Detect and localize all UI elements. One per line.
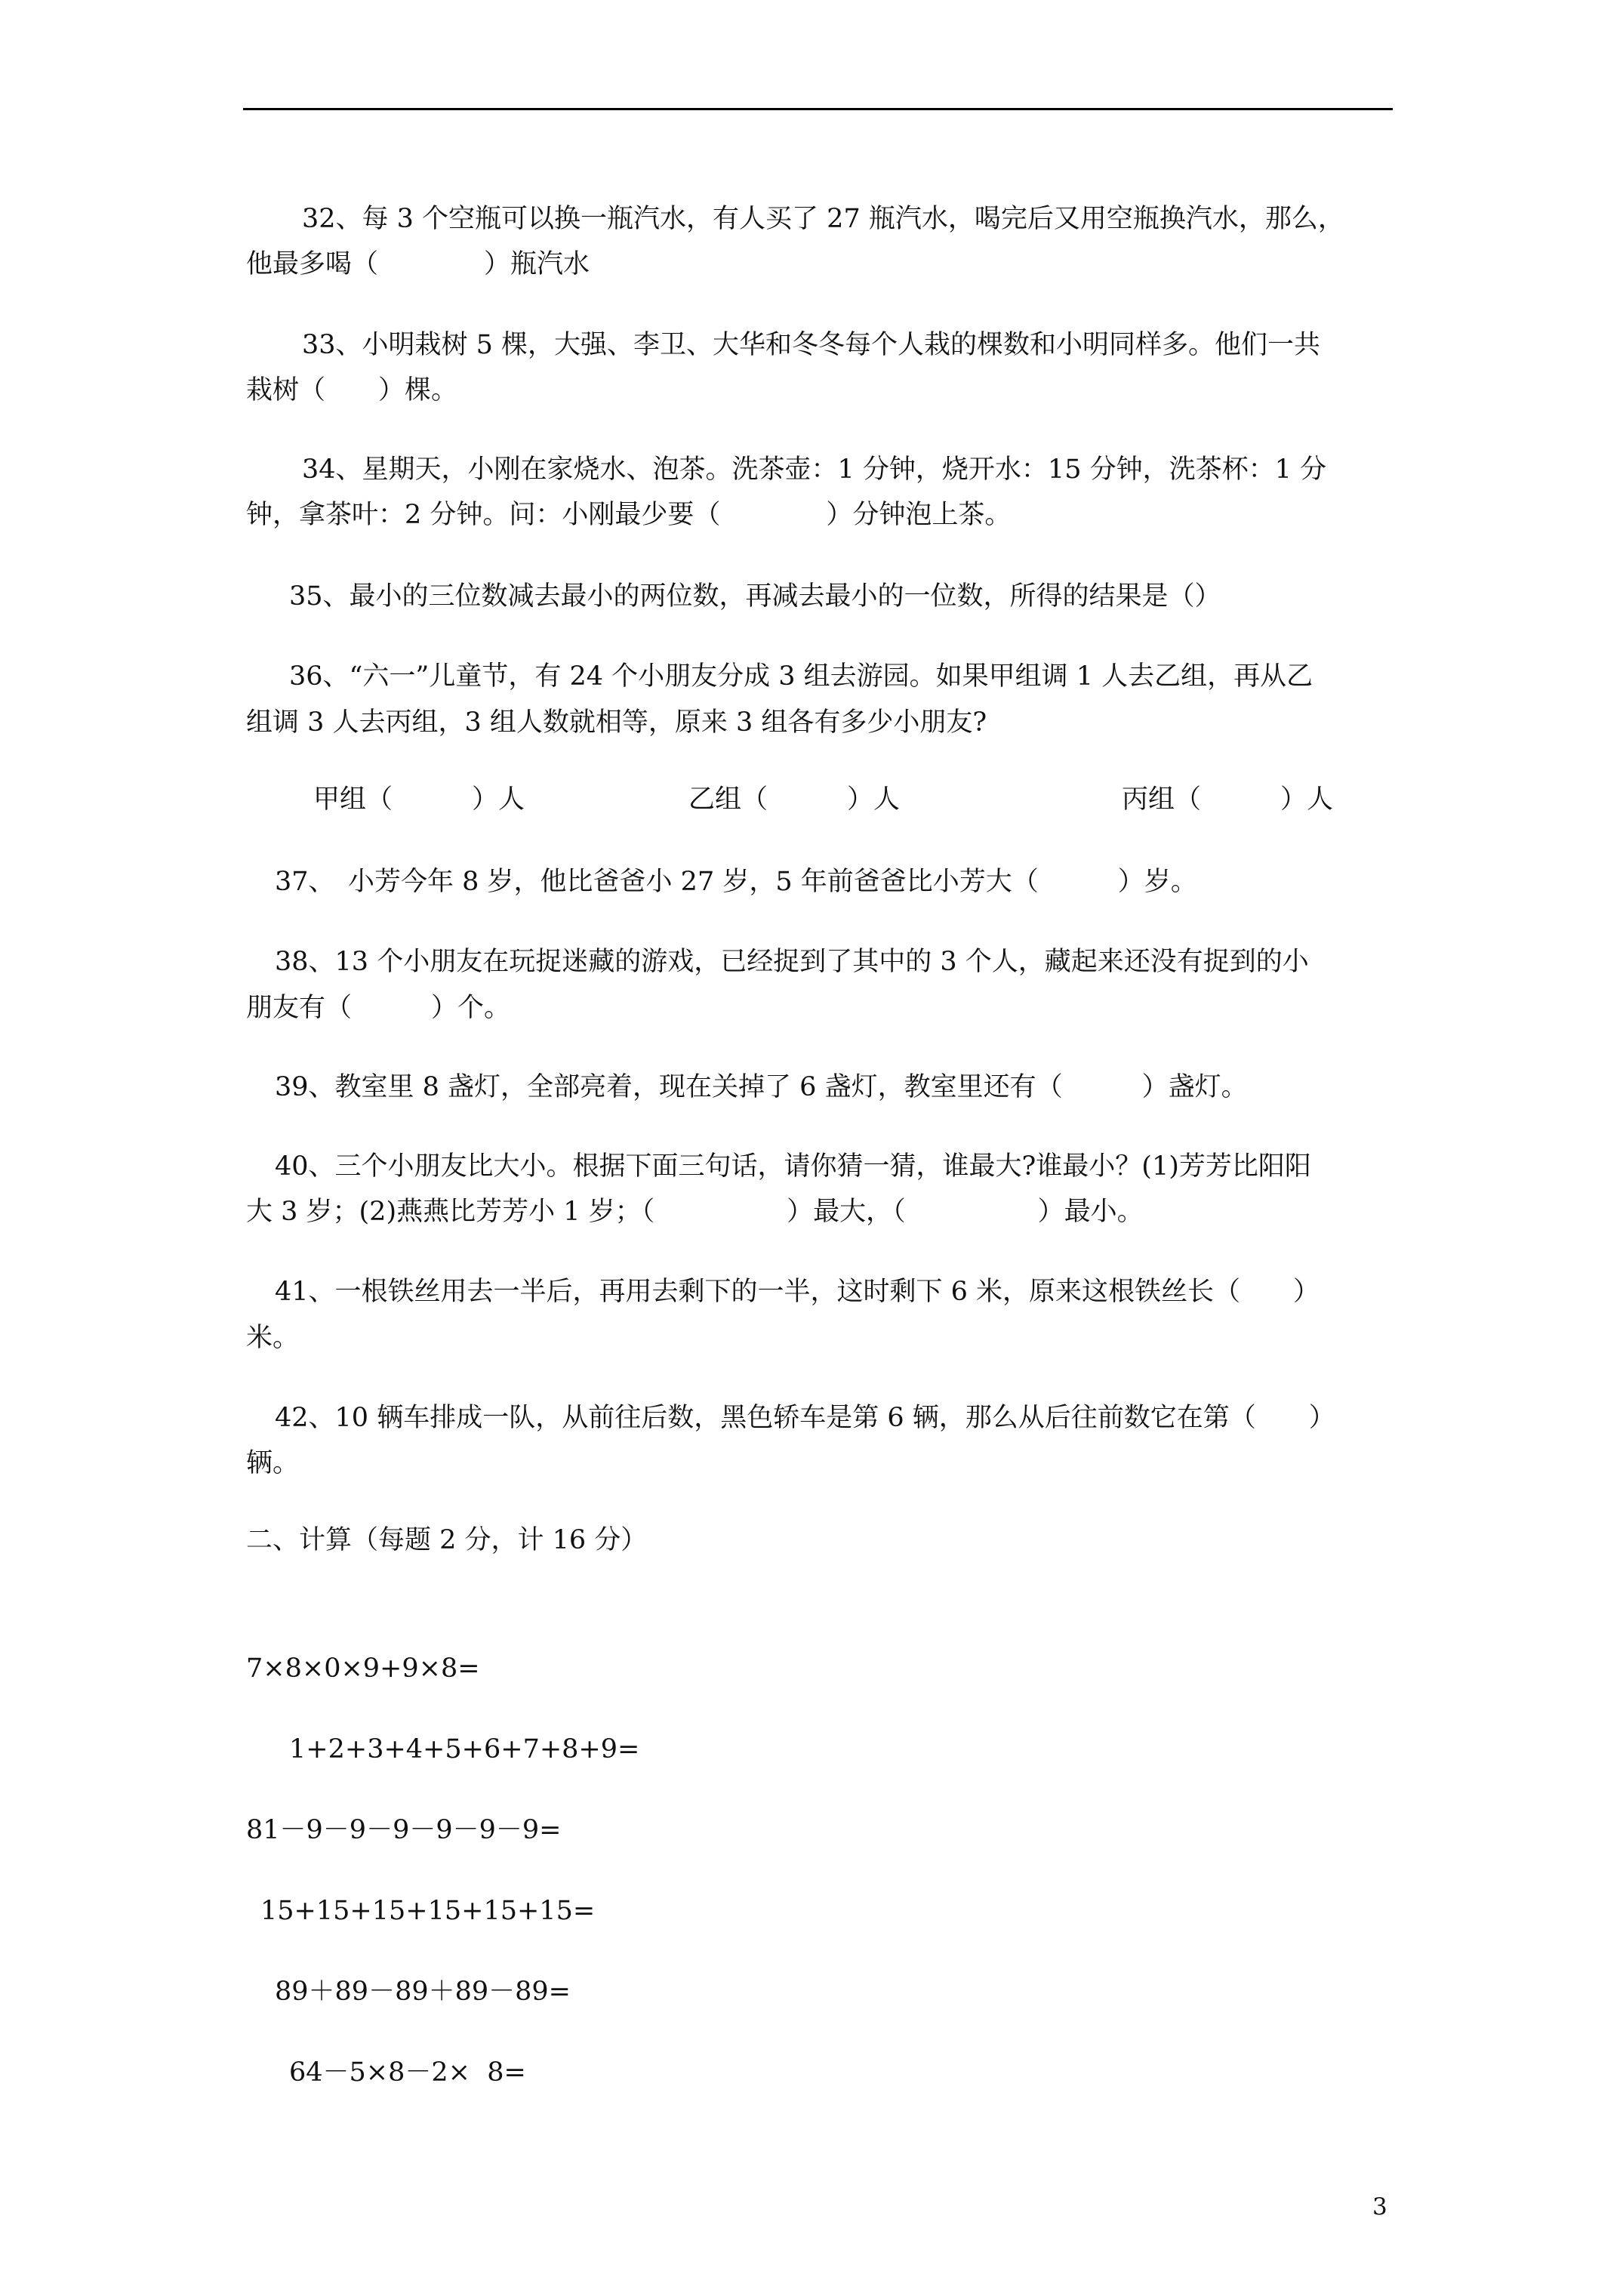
q36-answer-bing: 丙组（ ）人	[1122, 784, 1334, 815]
q42-line2: 辆。	[246, 1448, 300, 1478]
q33-line2: 栽树（ ）棵。	[246, 375, 458, 405]
q32-line2: 他最多喝（ ）瓶汽水	[246, 249, 590, 279]
q32-line1: 32、每 3 个空瓶可以换一瓶汽水，有人买了 27 瓶汽水，喝完后又用空瓶换汽水，那么，	[302, 204, 1344, 234]
q42-line1: 42、10 辆车排成一队，从前往后数，黑色轿车是第 6 辆，那么从后往前数它在第（ ）	[275, 1403, 1335, 1433]
q39-line1: 39、教室里 8 盏灯，全部亮着，现在关掉了 6 盏灯，教室里还有（ ）盏灯。	[275, 1072, 1248, 1102]
q40-line1: 40、三个小朋友比大小。根据下面三句话，请你猜一猜，谁最大?谁最小？(1)芳芳比阳阳	[275, 1151, 1311, 1182]
q34-line2: 钟，拿茶叶：2 分钟。问：小刚最少要（ ）分钟泡上茶。	[246, 500, 1012, 530]
calc-expression-1: 7×8×0×9+9×8=	[246, 1653, 480, 1684]
page-number: 3	[1372, 2193, 1387, 2220]
calc-expression-2: 1+2+3+4+5+6+7+8+9=	[289, 1734, 640, 1764]
q41-line2: 米。	[246, 1323, 300, 1353]
calc-expression-5: 89＋89－89＋89－89=	[275, 1977, 571, 2007]
q38-line2: 朋友有（ ）个。	[246, 993, 511, 1023]
q36-answer-jia: 甲组（ ）人	[313, 784, 525, 815]
q35-line1: 35、最小的三位数减去最小的两位数，再减去最小的一位数，所得的结果是（）	[289, 581, 1221, 612]
q41-line1: 41、一根铁丝用去一半后，再用去剩下的一半，这时剩下 6 米，原来这根铁丝长（ ）	[275, 1277, 1320, 1307]
q38-line1: 38、13 个小朋友在玩捉迷藏的游戏，已经捉到了其中的 3 个人，藏起来还没有捉到的小	[275, 947, 1309, 977]
q36-line1: 36、“六一”儿童节，有 24 个小朋友分成 3 组去游园。如果甲组调 1 人去乙组，再从乙	[289, 661, 1313, 692]
section2-heading: 二、计算（每题 2 分，计 16 分）	[246, 1525, 648, 1555]
q36-line2: 组调 3 人去丙组，3 组人数就相等，原来 3 组各有多少小朋友?	[246, 707, 987, 738]
header-rule	[243, 108, 1393, 110]
q36-answer-yi: 乙组（ ）人	[688, 784, 901, 815]
calc-expression-4: 15+15+15+15+15+15=	[260, 1896, 596, 1926]
q40-line2: 大 3 岁；(2)燕燕比芳芳小 1 岁；（ ）最大，（ ）最小。	[246, 1197, 1144, 1227]
q34-line1: 34、星期天，小刚在家烧水、泡茶。洗茶壶：1 分钟，烧开水：15 分钟，洗茶杯：1 分	[302, 455, 1326, 485]
calc-expression-3: 81－9－9－9－9－9－9=	[246, 1815, 562, 1845]
q33-line1: 33、小明栽树 5 棵，大强、李卫、大华和冬冬每个人栽的棵数和小明同样多。他们一共	[302, 330, 1321, 360]
q37-line1: 37、 小芳今年 8 岁，他比爸爸小 27 岁，5 年前爸爸比小芳大（ ）岁。	[275, 867, 1197, 897]
calc-expression-6: 64－5×8－2× 8=	[289, 2057, 526, 2088]
